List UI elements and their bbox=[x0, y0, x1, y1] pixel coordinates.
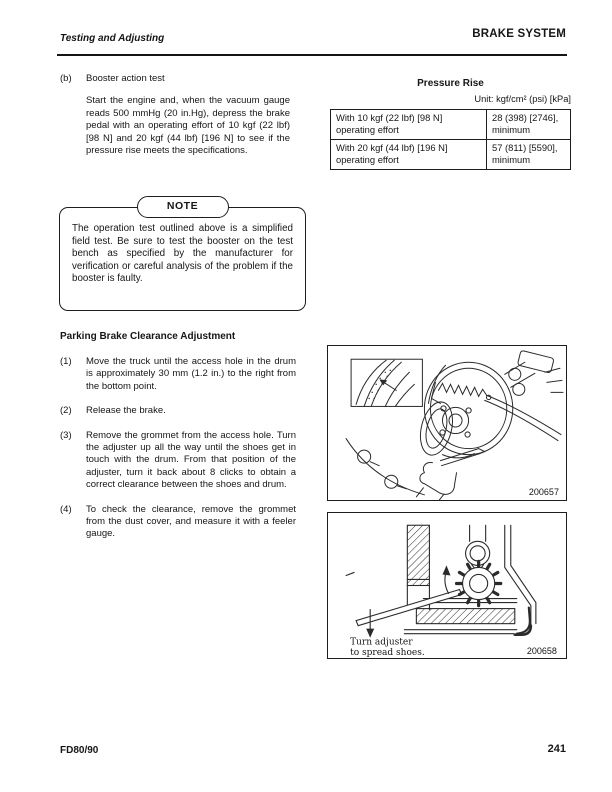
table-cell-value: 28 (398) [2746], minimum bbox=[487, 109, 571, 139]
step-text: Move the truck until the access hole in the drum is approximately 30 mm (1.2 in.) to the right from the bottom point. bbox=[86, 356, 296, 392]
figure-drum-brake-assembly bbox=[327, 345, 567, 501]
table-cell-condition: With 20 kgf (44 lbf) [196 N] operating effort bbox=[331, 139, 487, 169]
drum-brake-illustration bbox=[328, 346, 566, 500]
parking-steps-list bbox=[60, 356, 296, 553]
table-row bbox=[331, 139, 571, 169]
pressure-table-unit: Unit: kgf/cm² (psi) [kPa] bbox=[474, 94, 571, 105]
booster-test-body: Start the engine and, when the vacuum gauge reads 500 mmHg (20 in.Hg), depress the brake pedal with an operating effort of 10 kgf (22 lbf) [98 N] and 20 kgf (44 lbf) [196 N] to see if the pressure rise meets the specifications. bbox=[86, 95, 290, 157]
booster-test-label: (b) bbox=[60, 73, 72, 84]
header-rule bbox=[57, 54, 567, 56]
table-row bbox=[331, 109, 571, 139]
step-number: (2) bbox=[60, 405, 72, 417]
note-body: The operation test outlined above is a simplified field test. Be sure to test the booster on the test bench as specified by the manufacturer for verification or careful analysis of the problem if the booster is faulty. bbox=[72, 223, 293, 285]
pressure-table-title: Pressure Rise bbox=[417, 78, 484, 89]
step-number: (3) bbox=[60, 429, 72, 441]
step-text: To check the clearance, remove the grommet from the dust cover, and measure it with a feeler gauge. bbox=[86, 503, 296, 540]
figure-number: 200657 bbox=[528, 486, 559, 497]
note-box bbox=[59, 200, 306, 311]
header-system-title: BRAKE SYSTEM bbox=[472, 28, 566, 40]
adjuster-illustration bbox=[328, 513, 566, 658]
step-item bbox=[60, 356, 296, 393]
header-section-title: Testing and Adjusting bbox=[60, 33, 165, 44]
note-tab-label: NOTE bbox=[137, 196, 229, 218]
booster-test-section bbox=[60, 73, 296, 157]
figure-caption-line2: to spread shoes. bbox=[350, 647, 425, 658]
step-item bbox=[60, 430, 296, 492]
step-item bbox=[60, 504, 296, 541]
step-number: (4) bbox=[60, 503, 72, 515]
step-text: Release the brake. bbox=[86, 405, 166, 417]
table-cell-value: 57 (811) [5590], minimum bbox=[487, 139, 571, 169]
pressure-table bbox=[330, 109, 571, 170]
step-number: (1) bbox=[60, 356, 72, 367]
table-cell-condition: With 10 kgf (22 lbf) [98 N] operating effort bbox=[331, 109, 487, 139]
step-text: Remove the grommet from the access hole. Turn the adjuster up all the way until the shoes get in touch with the drum. From that position of the adjuster, turn it back about 8 clicks to obtain a correct clearance between the shoes and drum. bbox=[86, 429, 296, 491]
figure-caption-line1: Turn adjuster bbox=[350, 637, 413, 648]
figure-adjuster-star-wheel bbox=[327, 512, 567, 659]
booster-test-title: Booster action test bbox=[86, 73, 165, 84]
parking-section-heading: Parking Brake Clearance Adjustment bbox=[60, 331, 236, 342]
pressure-rise-block bbox=[330, 78, 571, 170]
figure-number: 200658 bbox=[526, 645, 557, 656]
step-item bbox=[60, 405, 296, 417]
footer-page-number: 241 bbox=[547, 743, 566, 755]
footer-model-code: FD80/90 bbox=[60, 745, 99, 756]
